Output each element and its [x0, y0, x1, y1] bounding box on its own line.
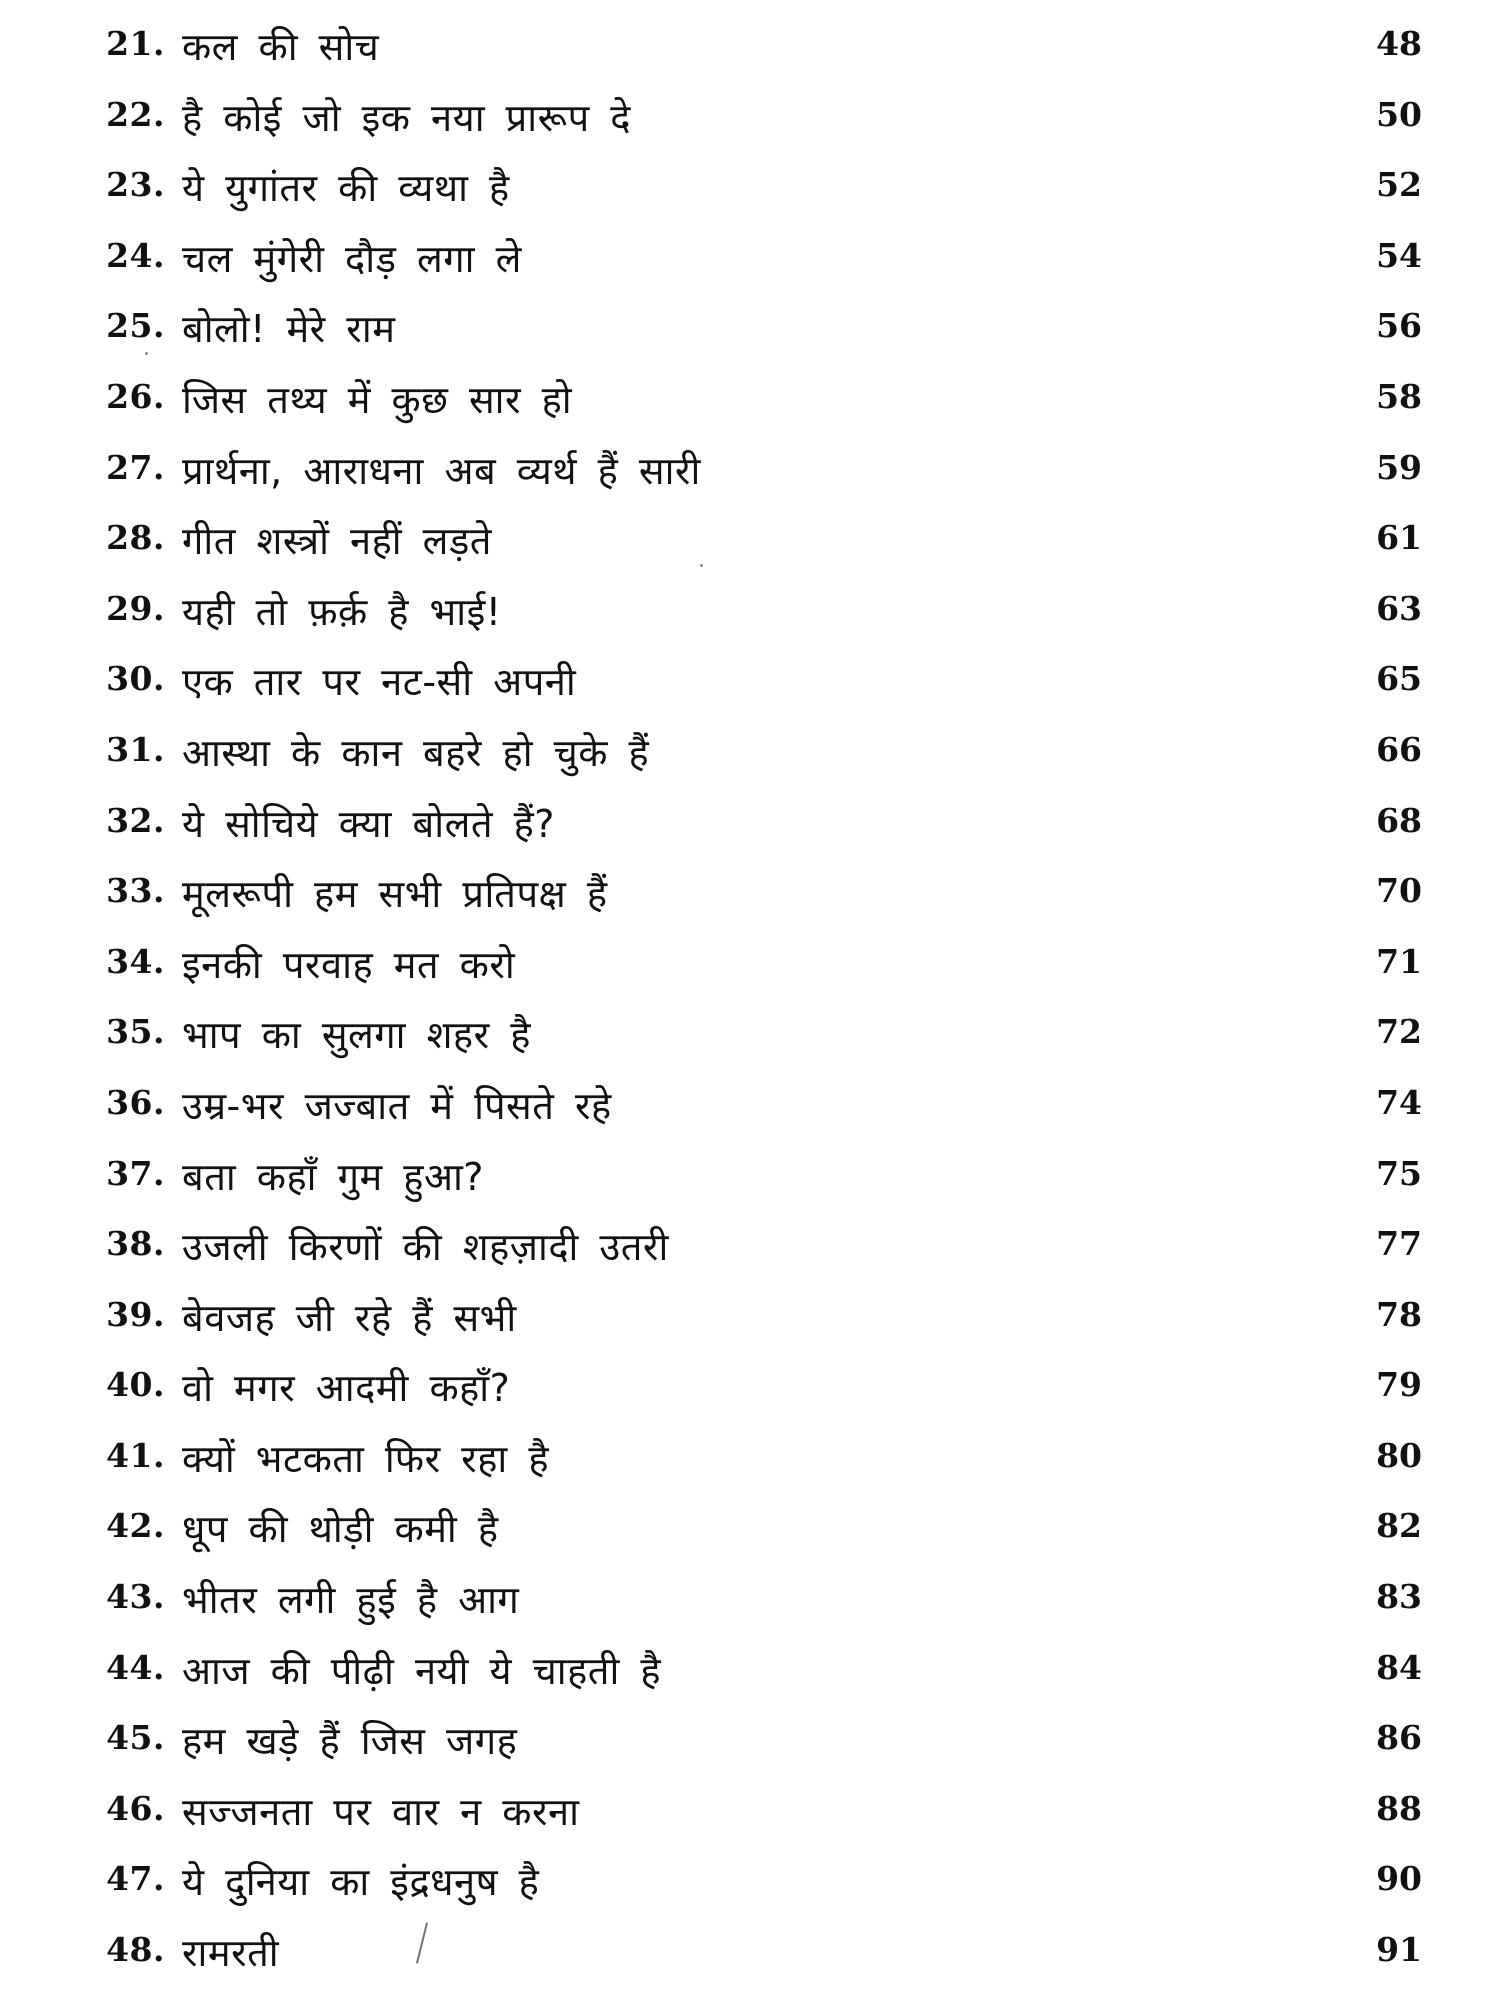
- toc-entry[interactable]: [0, 1920, 1500, 1991]
- toc-entry-number: 48.: [106, 1930, 165, 1970]
- toc-entry-title: ये युगांतर की व्यथा है: [182, 166, 510, 211]
- toc-entry[interactable]: [0, 14, 1500, 85]
- toc-entry-number: 46.: [106, 1788, 165, 1828]
- toc-entry-number: 29.: [106, 588, 165, 628]
- toc-entry-page-number: 83: [1376, 1577, 1422, 1617]
- toc-entry-number: 41.: [106, 1435, 165, 1475]
- toc-entry[interactable]: [0, 1708, 1500, 1779]
- toc-entry-number: 47.: [106, 1859, 165, 1899]
- toc-entry-title: वो मगर आदमी कहाँ?: [182, 1366, 511, 1411]
- toc-entry-number: 32.: [106, 800, 165, 840]
- toc-entry-page-number: 58: [1376, 376, 1422, 416]
- toc-entry-title: भाप का सुलगा शहर है: [182, 1013, 531, 1058]
- toc-entry-page-number: 88: [1376, 1788, 1422, 1828]
- toc-entry-page-number: 84: [1376, 1647, 1422, 1687]
- toc-entry-title: धूप की थोड़ी कमी है: [182, 1507, 499, 1552]
- toc-entry-page-number: 74: [1376, 1082, 1422, 1122]
- toc-entry[interactable]: [0, 1144, 1500, 1215]
- toc-entry-number: 35.: [106, 1012, 165, 1052]
- toc-entry-number: 27.: [106, 447, 165, 487]
- toc-entry-page-number: 63: [1376, 588, 1422, 628]
- toc-entry[interactable]: [0, 1779, 1500, 1850]
- toc-entry-number: 42.: [106, 1506, 165, 1546]
- toc-entry[interactable]: [0, 1638, 1500, 1709]
- toc-entry-number: 33.: [106, 871, 165, 911]
- toc-entry-title: बेवजह जी रहे हैं सभी: [182, 1295, 517, 1340]
- toc-entry-number: 34.: [106, 941, 165, 981]
- toc-entry-number: 45.: [106, 1718, 165, 1758]
- toc-entry-page-number: 70: [1376, 871, 1422, 911]
- scan-speck: [700, 564, 703, 567]
- toc-entry-page-number: 75: [1376, 1153, 1422, 1193]
- toc-entry-page-number: 72: [1376, 1012, 1422, 1052]
- toc-entry[interactable]: [0, 438, 1500, 509]
- toc-list: [0, 14, 1500, 1991]
- toc-entry[interactable]: [0, 85, 1500, 156]
- toc-entry-number: 31.: [106, 729, 165, 769]
- toc-entry-page-number: 78: [1376, 1294, 1422, 1334]
- toc-entry-title: गीत शस्त्रों नहीं लड़ते: [182, 519, 492, 564]
- toc-entry-page-number: 59: [1376, 447, 1422, 487]
- toc-entry[interactable]: [0, 1567, 1500, 1638]
- toc-entry[interactable]: [0, 1285, 1500, 1356]
- toc-entry[interactable]: [0, 1496, 1500, 1567]
- toc-entry[interactable]: [0, 720, 1500, 791]
- toc-entry-title: एक तार पर नट-सी अपनी: [182, 660, 577, 705]
- toc-entry[interactable]: [0, 1355, 1500, 1426]
- toc-entry-number: 36.: [106, 1082, 165, 1122]
- toc-entry-title: सज्जनता पर वार न करना: [182, 1789, 580, 1834]
- toc-entry-page-number: 61: [1376, 518, 1422, 558]
- toc-entry[interactable]: [0, 861, 1500, 932]
- toc-entry-title: जिस तथ्य में कुछ सार हो: [182, 377, 573, 422]
- toc-entry-title: है कोई जो इक नया प्रारूप दे: [182, 95, 631, 140]
- toc-entry[interactable]: [0, 932, 1500, 1003]
- toc-entry-title: प्रार्थना, आराधना अब व्यर्थ हैं सारी: [182, 448, 701, 493]
- toc-entry-title: चल मुंगेरी दौड़ लगा ले: [182, 236, 522, 281]
- toc-entry-title: कल की सोच: [182, 25, 380, 69]
- toc-entry-number: 25.: [106, 306, 165, 346]
- toc-entry-page-number: 50: [1376, 94, 1422, 134]
- toc-entry-title: आज की पीढ़ी नयी ये चाहती है: [182, 1648, 662, 1693]
- toc-entry[interactable]: [0, 1426, 1500, 1497]
- toc-entry[interactable]: [0, 508, 1500, 579]
- toc-entry[interactable]: [0, 1214, 1500, 1285]
- toc-entry-title: हम खड़े हैं जिस जगह: [182, 1719, 518, 1764]
- toc-entry-page-number: 68: [1376, 800, 1422, 840]
- toc-entry-number: 40.: [106, 1365, 165, 1405]
- toc-entry[interactable]: [0, 367, 1500, 438]
- toc-entry-page-number: 71: [1376, 941, 1422, 981]
- toc-entry-page-number: 82: [1376, 1506, 1422, 1546]
- toc-entry-page-number: 48: [1376, 24, 1422, 63]
- toc-entry-page-number: 80: [1376, 1435, 1422, 1475]
- toc-entry-title: इनकी परवाह मत करो: [182, 942, 516, 987]
- toc-entry[interactable]: [0, 791, 1500, 862]
- toc-entry[interactable]: [0, 226, 1500, 297]
- toc-entry-page-number: 66: [1376, 729, 1422, 769]
- toc-entry[interactable]: [0, 579, 1500, 650]
- toc-entry-page-number: 65: [1376, 659, 1422, 699]
- toc-entry-number: 30.: [106, 659, 165, 699]
- toc-entry-page-number: 90: [1376, 1859, 1422, 1899]
- toc-entry-title: क्यों भटकता फिर रहा है: [182, 1436, 550, 1481]
- toc-entry[interactable]: [0, 1073, 1500, 1144]
- toc-entry-title: उजली किरणों की शहज़ादी उतरी: [182, 1225, 669, 1270]
- toc-entry-number: 28.: [106, 518, 165, 558]
- toc-entry-number: 24.: [106, 235, 165, 275]
- toc-entry-title: रामरती: [182, 1931, 280, 1976]
- toc-entry-number: 43.: [106, 1577, 165, 1617]
- toc-entry[interactable]: [0, 649, 1500, 720]
- toc-entry-page-number: 86: [1376, 1718, 1422, 1758]
- toc-entry-title: बोलो! मेरे राम: [182, 307, 396, 352]
- toc-entry-title: आस्था के कान बहरे हो चुके हैं: [182, 730, 650, 775]
- toc-entry-page-number: 56: [1376, 306, 1422, 346]
- toc-entry-number: 38.: [106, 1224, 165, 1264]
- toc-entry-page-number: 54: [1376, 235, 1422, 275]
- toc-entry-number: 21.: [106, 24, 165, 63]
- toc-entry[interactable]: [0, 296, 1500, 367]
- toc-entry-number: 44.: [106, 1647, 165, 1687]
- toc-entry-title: ये दुनिया का इंद्रधनुष है: [182, 1860, 540, 1905]
- toc-entry-page-number: 79: [1376, 1365, 1422, 1405]
- toc-entry-page-number: 91: [1376, 1930, 1422, 1970]
- toc-entry[interactable]: [0, 1002, 1500, 1073]
- toc-entry[interactable]: [0, 155, 1500, 226]
- toc-entry-title: मूलरूपी हम सभी प्रतिपक्ष हैं: [182, 872, 608, 917]
- toc-entry-title: ये सोचिये क्या बोलते हैं?: [182, 801, 555, 846]
- toc-entry-page-number: 52: [1376, 165, 1422, 205]
- toc-entry-number: 22.: [106, 94, 165, 134]
- scan-speck: [145, 352, 148, 355]
- toc-entry-title: यही तो फ़र्क़ है भाई!: [182, 589, 502, 634]
- toc-entry-number: 26.: [106, 376, 165, 416]
- toc-entry-page-number: 77: [1376, 1224, 1422, 1264]
- toc-entry[interactable]: [0, 1849, 1500, 1920]
- toc-entry-number: 39.: [106, 1294, 165, 1334]
- toc-entry-title: उम्र-भर जज्बात में पिसते रहे: [182, 1083, 612, 1128]
- toc-entry-title: बता कहाँ गुम हुआ?: [182, 1154, 484, 1199]
- toc-entry-title: भीतर लगी हुई है आग: [182, 1578, 520, 1623]
- toc-entry-number: 37.: [106, 1153, 165, 1193]
- toc-entry-number: 23.: [106, 165, 165, 205]
